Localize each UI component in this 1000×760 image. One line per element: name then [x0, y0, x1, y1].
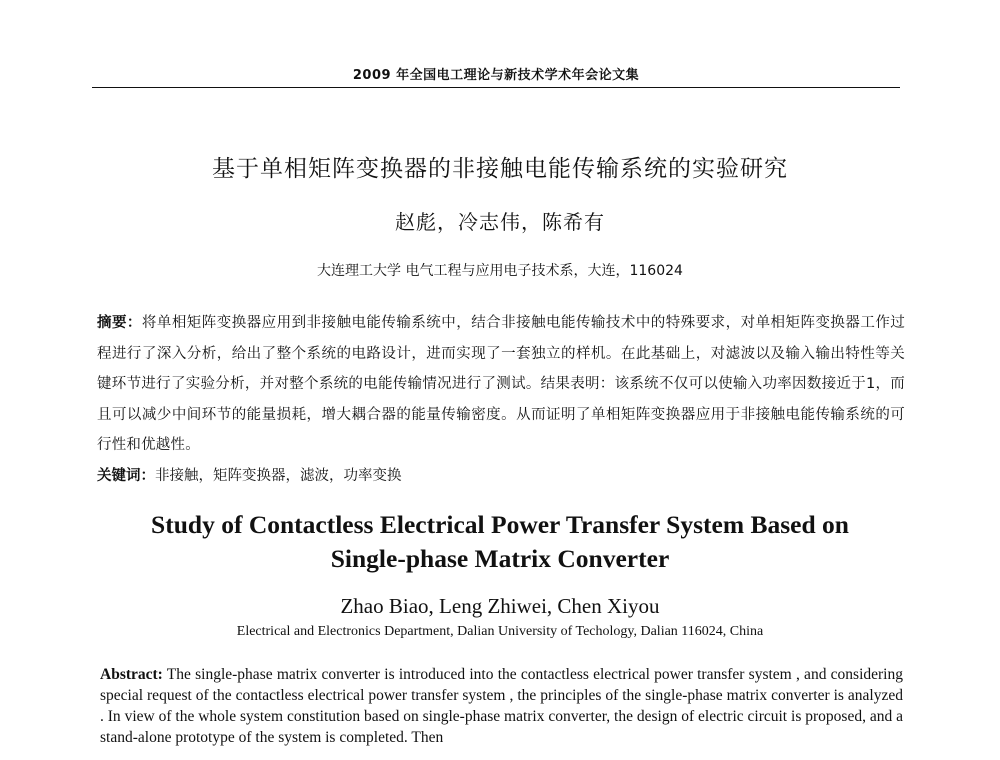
chinese-abstract-text: 将单相矩阵变换器应用到非接触电能传输系统中，结合非接触电能传输技术中的特殊要求，对单相矩阵变换器工作过程进行了深入分析，给出了整个系统的电路设计，进而实现了一套独立的样机。在此基础上，对滤波以及输入输出特性等关键环节进行了实验分析，并对整个系统的电能传输情况进行了测试。结果表明：该系统不仅可以使输入功率因数接近于1，而且可以减少中间环节的能量损耗，增大耦合器的能量传输密度。从而证明了单相矩阵变换器应用于非接触电能传输系统的可行性和优越性。 — [97, 315, 905, 453]
chinese-keywords-text: 非接触，矩阵变换器，滤波，功率变换 — [155, 468, 402, 484]
english-abstract — [100, 664, 903, 748]
chinese-authors: 赵彪，冷志伟，陈希有 — [395, 210, 605, 234]
english-affiliation: Electrical and Electronics Department, Dalian University of Techology, Dalian 116024, China — [236, 624, 764, 639]
english-title — [0, 508, 1000, 576]
english-abstract-label: Abstract: — [100, 666, 163, 683]
running-title: 2009 年全国电工理论与新技术学术年会论文集 — [352, 68, 640, 83]
running-header — [92, 64, 900, 88]
chinese-keywords-label: 关键词： — [97, 468, 155, 484]
chinese-affiliation: 大连理工大学 电气工程与应用电子技术系，大连，116024 — [317, 263, 683, 279]
chinese-abstract — [97, 308, 905, 461]
english-abstract-text: The single-phase matrix converter is introduced into the contactless electrical power transfer system , and considering special request of the contactless electrical power transfer system , the principles of the single-phase matrix converter is analyzed . In view of the whole system constitution based on single-phase matrix converter, the design of electric circuit is proposed, and a stand-alone prototype of the system is completed. Then — [100, 666, 903, 746]
english-title-line2: Single-phase Matrix Converter — [330, 544, 670, 573]
chinese-abstract-label: 摘要： — [97, 315, 142, 331]
chinese-title: 基于单相矩阵变换器的非接触电能传输系统的实验研究 — [212, 156, 788, 182]
chinese-keywords — [97, 464, 402, 485]
english-title-line1: Study of Contactless Electrical Power Transfer System Based on — [151, 510, 849, 539]
english-authors: Zhao Biao, Leng Zhiwei, Chen Xiyou — [340, 594, 660, 618]
